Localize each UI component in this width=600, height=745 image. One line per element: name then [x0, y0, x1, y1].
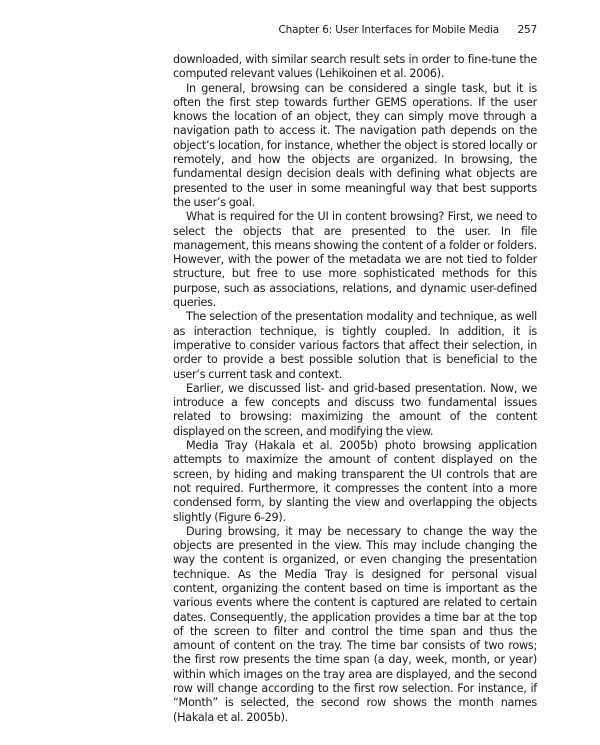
paragraph-browsing-task: In general, browsing can be considered a single task, but it is often the first step towards further GEMS operations. If the user knows the location of an object, they can simply move through a navigation path to access it. The navigation path depends on the object’s location, for instance, whether the object is stored locally or remotely, and how the objects are organized. In browsing, the fundamental design decision deals with defining what objects are presented to the user in some meaningful way that best supports the user’s goal. [173, 81, 537, 209]
paragraph-media-tray: Media Tray (Hakala et al. 2005b) photo browsing application attempts to maximize the amount of content displayed on the screen, by hiding and making transparent the UI controls that are not required. Furthermore, it compresses the content into a more condensed form, by slanting the view and overlapping the objects slightly (Figure 6-29). [173, 439, 537, 524]
page-number: 257 [517, 24, 537, 36]
paragraph-ui-requirements: What is required for the UI in content browsing? First, we need to select the objects that are presented to the user. In file management, this means showing the content of a folder or folders. However, with the power of the metadata we are not tied to folder structure, but free to use more sophisticated methods for this purpose, such as associations, relations, and dynamic user-defined queries. [173, 210, 537, 310]
paragraph-presentation-modality: The selection of the presentation modality and technique, as well as interaction technique, is tightly coupled. In addition, it is imperative to consider various factors that affect their selection, in order to provide a best possible solution that is beneficial to the user’s current task and context. [173, 310, 537, 381]
paragraph-continuation: downloaded, with similar search result sets in order to fine-tune the computed relevant values (Lehikoinen et al. 2006). [173, 53, 537, 81]
body-text [173, 53, 537, 725]
paragraph-changing-view: During browsing, it may be necessary to change the way the objects are presented in the view. This may include changing the way the content is organized, or even changing the presentation technique. As the Media Tray is designed for personal visual content, organizing the content based on time is important as the various events where the content is captured are related to certain dates. Consequently, the application provides a time bar at the top of the screen to filter and control the time span and thus the amount of content on the tray. The time bar consists of two rows; the first row presents the time span (a day, week, month, or year) within which images on the tray area are displayed, and the second row will change according to the first row selection. For instance, if “Month” is selected, the second row shows the month names (Hakala et al. 2005b). [173, 524, 537, 724]
paragraph-list-grid: Earlier, we discussed list- and grid-based presentation. Now, we introduce a few concepts and discuss two fundamental issues related to browsing: maximizing the amount of the content displayed on the screen, and modifying the view. [173, 381, 537, 438]
page-header [173, 22, 537, 38]
running-header-title: Chapter 6: User Interfaces for Mobile Media [278, 24, 499, 36]
